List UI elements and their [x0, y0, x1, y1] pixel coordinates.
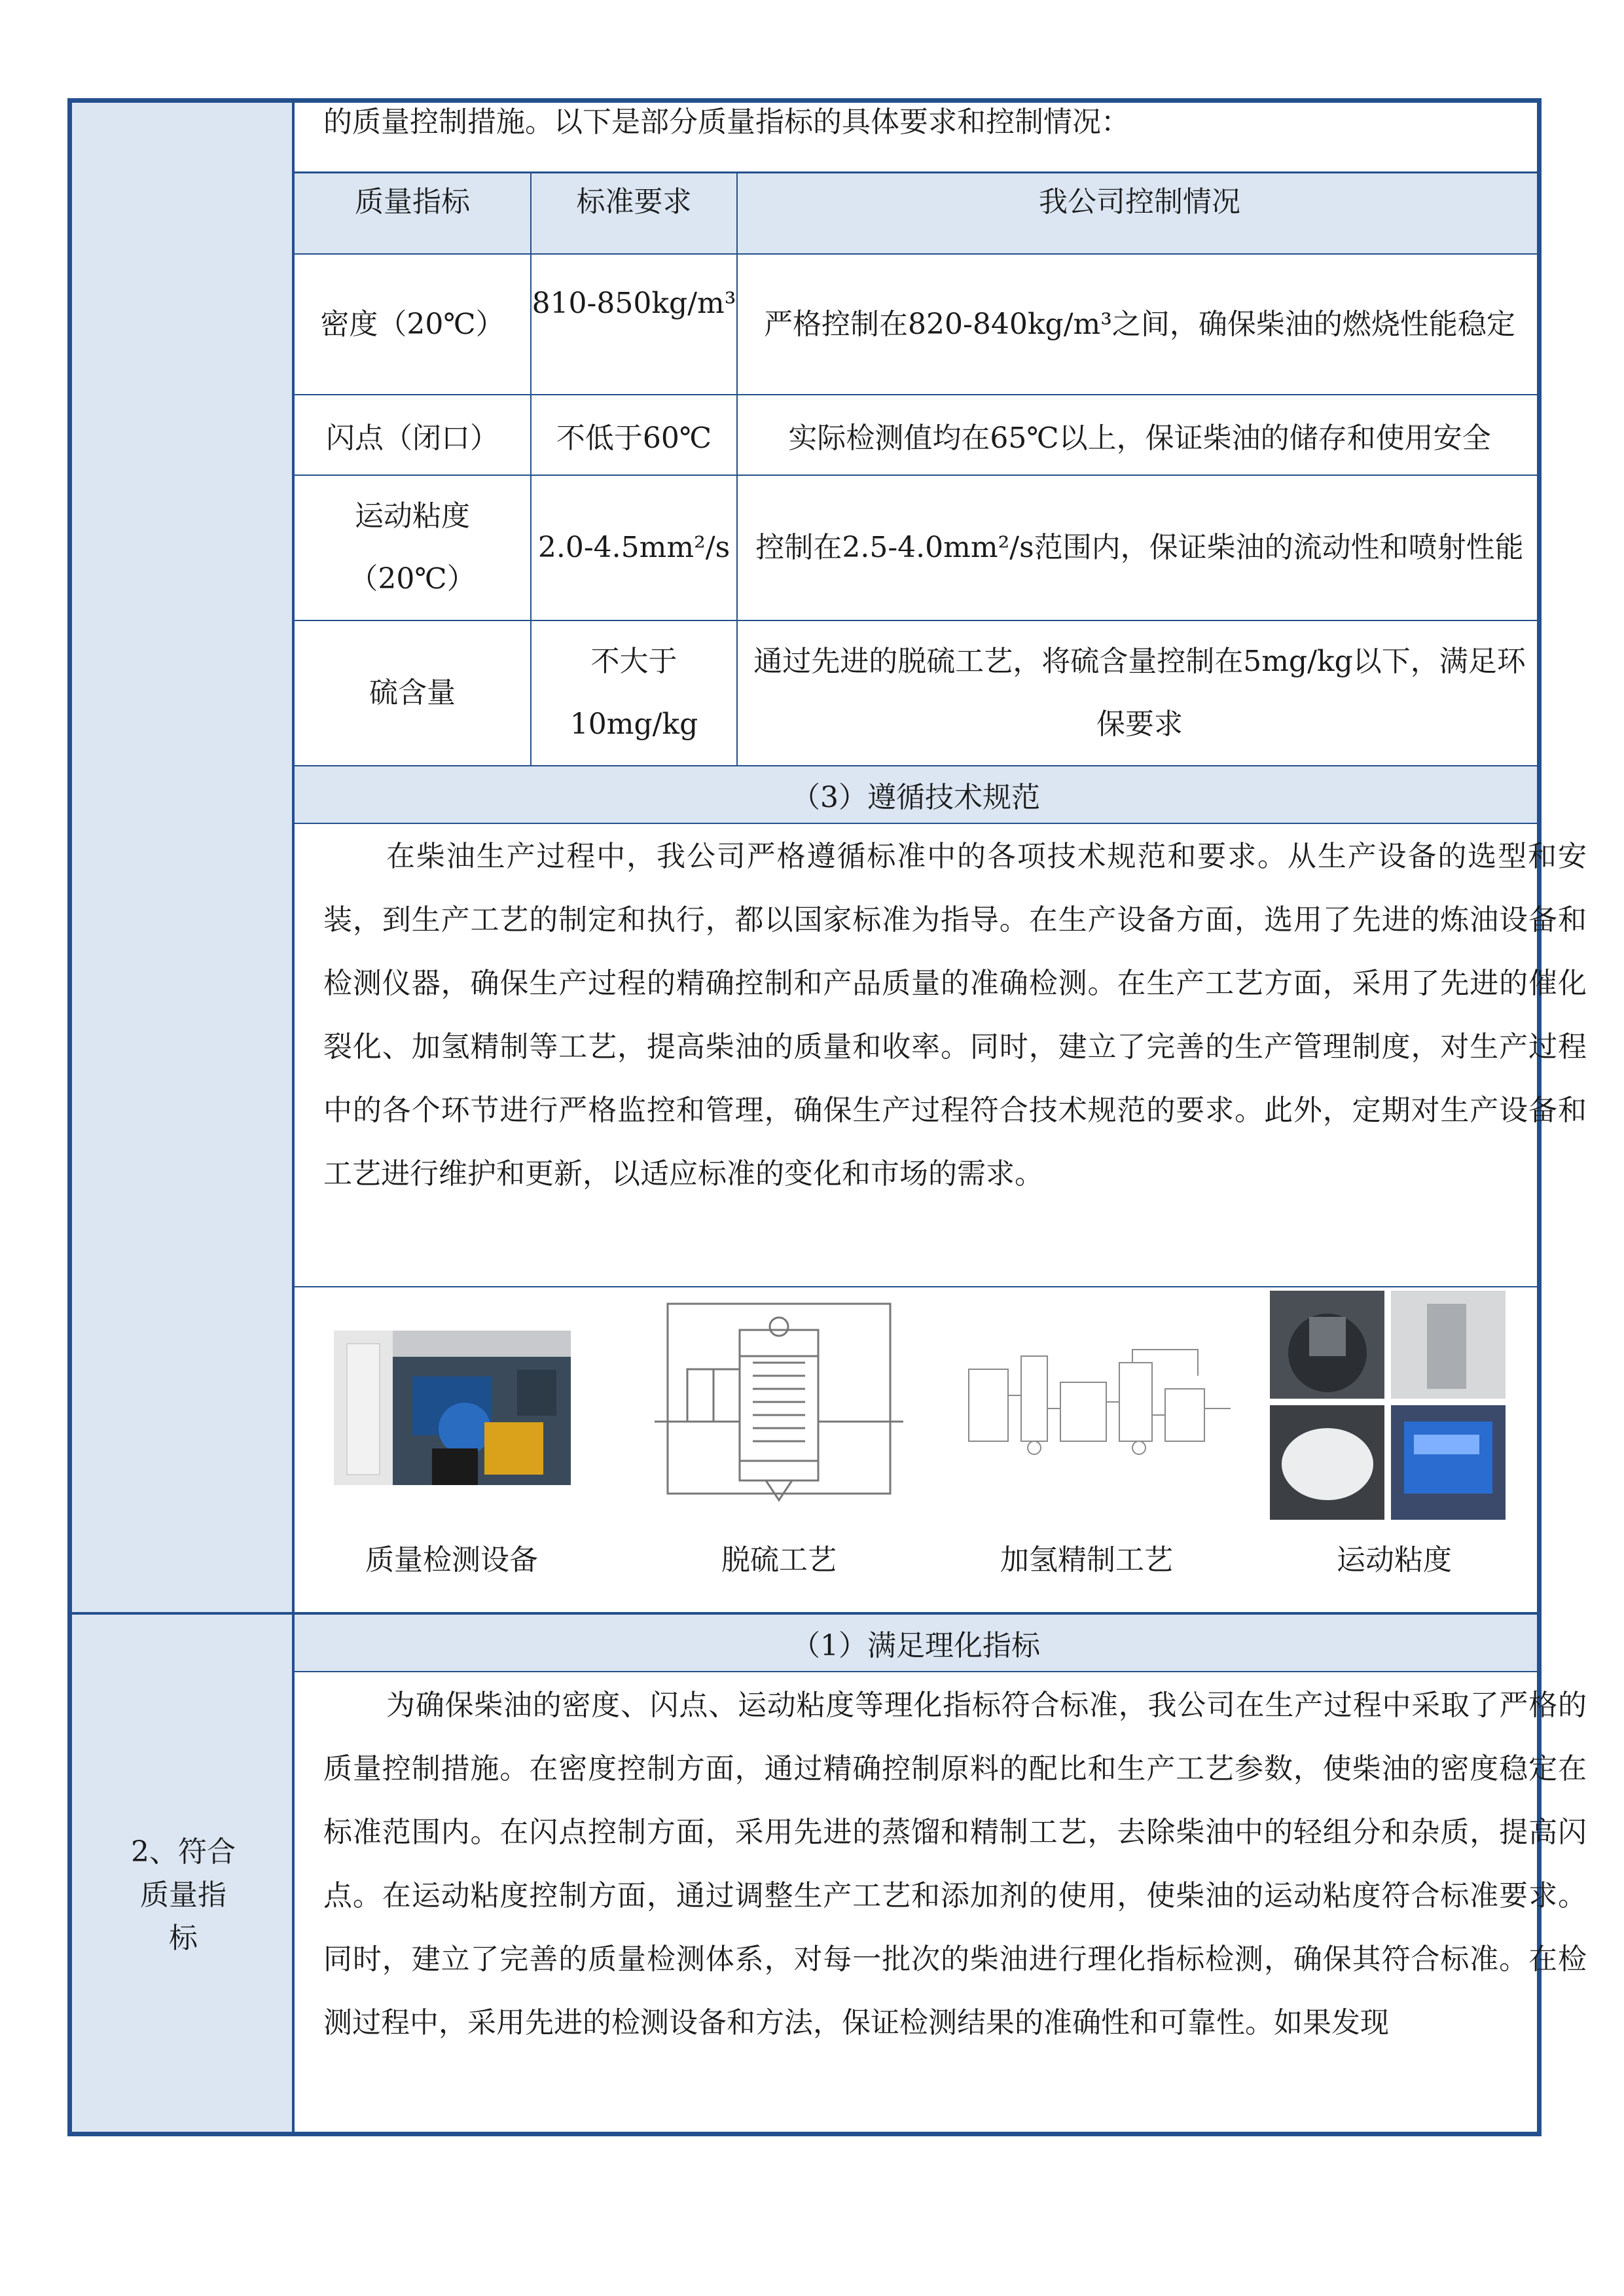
document-frame [67, 98, 1587, 2136]
image-caption: 脱硫工艺 [721, 1543, 837, 1577]
table-cell-indicator: 运动粘度（20℃） [349, 499, 476, 596]
image-caption: 运动粘度 [1337, 1543, 1452, 1577]
kinematic-viscosity-image [1270, 1291, 1506, 1520]
table-cell-indicator: 闪点（闭口） [326, 421, 499, 455]
section3-title: （3）遵循技术规范 [791, 781, 1040, 814]
intro-line: 的质量控制措施。以下是部分质量指标的具体要求和控制情况： [323, 105, 1130, 139]
table-cell-standard: 不大于10mg/kg [569, 645, 698, 741]
table-cell-control: 严格控制在820-840kg/m³之间，确保柴油的燃烧性能稳定 [764, 307, 1515, 341]
section-label-quality-indicators: 2、符合质量指标 [131, 1835, 236, 1955]
table-cell-control: 控制在2.5-4.0mm²/s范围内，保证柴油的流动性和喷射性能 [755, 531, 1524, 564]
left-label-column [72, 103, 295, 2132]
hydrofining-process-diagram [956, 1343, 1237, 1461]
section-line [295, 1286, 1537, 1287]
table-cell-indicator: 密度（20℃） [320, 307, 505, 341]
table-header-control: 我公司控制情况 [1039, 185, 1240, 219]
table-cell-control: 实际检测值均在65℃以上，保证柴油的储存和使用安全 [788, 421, 1491, 455]
table-cell-standard: 810-850kg/m³ [532, 287, 736, 320]
table-header-standard: 标准要求 [576, 185, 692, 219]
section3-body: 在柴油生产过程中，我公司严格遵循标准中的各项技术规范和要求。从生产设备的选型和安装，到生产工艺的制定和执行，都以国家标准为指导。在生产设备方面，选用了先进的炼油设备和检测仪器，确保生产过程的精确控制和产品质量的准确检测。在生产工艺方面，采用了先进的催化裂化、加氢精制等工艺，提高柴油的质量和收率。同时，建立了完善的生产管理制度，对生产过程中的各个环节进行严格监控和管理，确保生产过程符合技术规范的要求。此外，定期对生产设备和工艺进行维护和更新，以适应标准的变化和市场的需求。 [323, 840, 1587, 1191]
table-header-indicator: 质量指标 [355, 185, 470, 219]
image-caption: 质量检测设备 [365, 1543, 538, 1577]
quality-testing-equipment-image [334, 1331, 571, 1485]
section-line [295, 1671, 1537, 1672]
section-line [295, 823, 1537, 824]
table-cell-indicator: 硫含量 [369, 676, 456, 709]
table-cell-standard: 不低于60℃ [556, 421, 712, 455]
section1-title: （1）满足理化指标 [791, 1629, 1040, 1662]
table-cell-control: 通过先进的脱硫工艺，将硫含量控制在5mg/kg以下，满足环保要求 [753, 645, 1526, 741]
left-column-divider [72, 1612, 295, 1615]
section1-body: 为确保柴油的密度、闪点、运动粘度等理化指标符合标准，我公司在生产过程中采取了严格的质量控制措施。在密度控制方面，通过精确控制原料的配比和生产工艺参数，使柴油的密度稳定在标准范围内。在闪点控制方面，采用先进的蒸馏和精制工艺，去除柴油中的轻组分和杂质，提高闪点。在运动粘度控制方面，通过调整生产工艺和添加剂的使用，使柴油的运动粘度符合标准要求。同时，建立了完善的质量检测体系，对每一批次的柴油进行理化指标检测，确保其符合标准。在检测过程中，采用先进的检测设备和方法，保证检测结果的准确性和可靠性。如果发现 [323, 1689, 1587, 2039]
desulfurization-process-diagram [641, 1291, 916, 1507]
image-caption: 加氢精制工艺 [1000, 1543, 1173, 1577]
table-cell-standard: 2.0-4.5mm²/s [537, 531, 731, 564]
